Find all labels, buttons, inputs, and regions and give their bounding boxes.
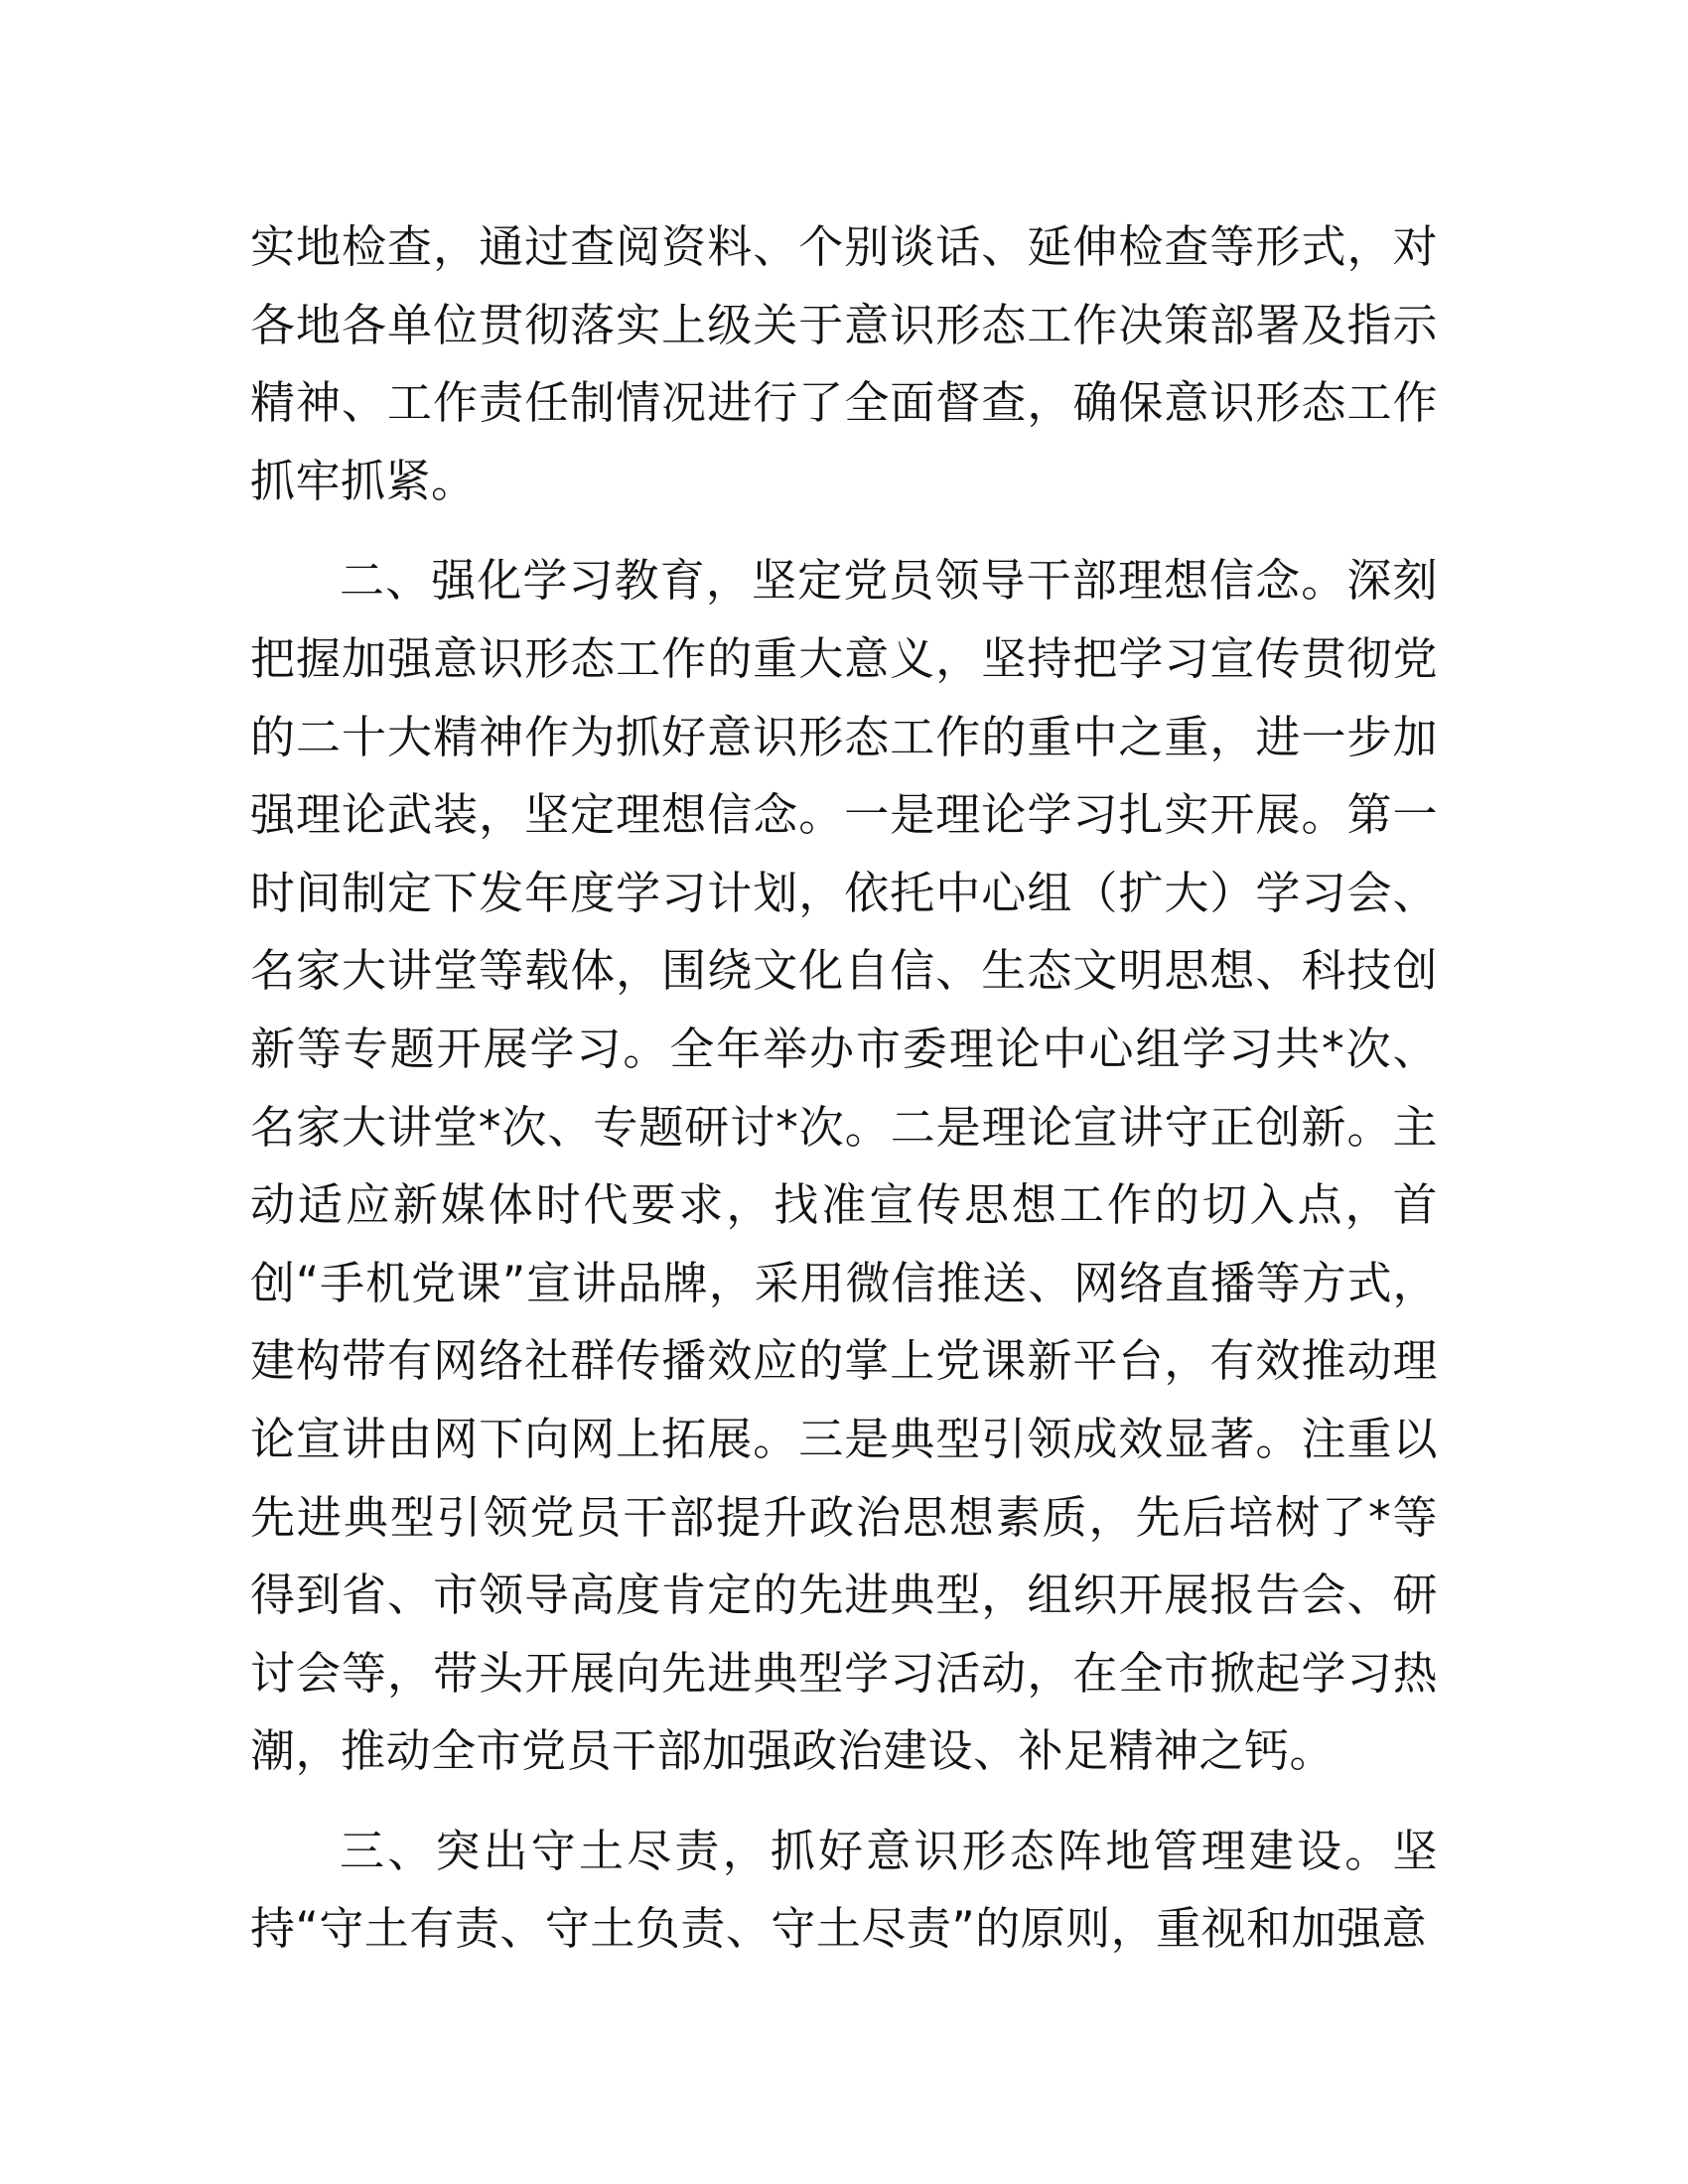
paragraph-section-three: 三、突出守土尽责，抓好意识形态阵地管理建设。坚持“守土有责、守土负责、守土尽责”的原则，重视和加强意 <box>250 1824 1438 1956</box>
document-body <box>250 208 1438 1990</box>
paragraph-continued: 实地检查，通过查阅资料、个别谈话、延伸检查等形式，对各地各单位贯彻落实上级关于意识形态工作决策部署及指示精神、工作责任制情况进行了全面督查，确保意识形态工作抓牢抓紧。 <box>250 220 1438 507</box>
paragraph-section-two: 二、强化学习教育，坚定党员领导干部理想信念。深刻把握加强意识形态工作的重大意义，坚持把学习宣传贯彻党的二十大精神作为抓好意识形态工作的重中之重，进一步加强理论武装，坚定理想信念。一是理论学习扎实开展。第一时间制定下发年度学习计划，依托中心组（扩大）学习会、名家大讲堂等载体，围绕文化自信、生态文明思想、科技创新等专题开展学习。全年举办市委理论中心组学习共*次、名家大讲堂*次、专题研讨*次。二是理论宣讲守正创新。主动适应新媒体时代要求，找准宣传思想工作的切入点，首创“手机党课”宣讲品牌，采用微信推送、网络直播等方式，建构带有网络社群传播效应的掌上党课新平台，有效推动理论宣讲由网下向网上拓展。三是典型引领成效显著。注重以先进典型引领党员干部提升政治思想素质，先后培树了*等得到省、市领导高度肯定的先进典型，组织开展报告会、研讨会等，带头开展向先进典型学习活动，在全市掀起学习热潮，推动全市党员干部加强政治建设、补足精神之钙。 <box>250 554 1438 1778</box>
